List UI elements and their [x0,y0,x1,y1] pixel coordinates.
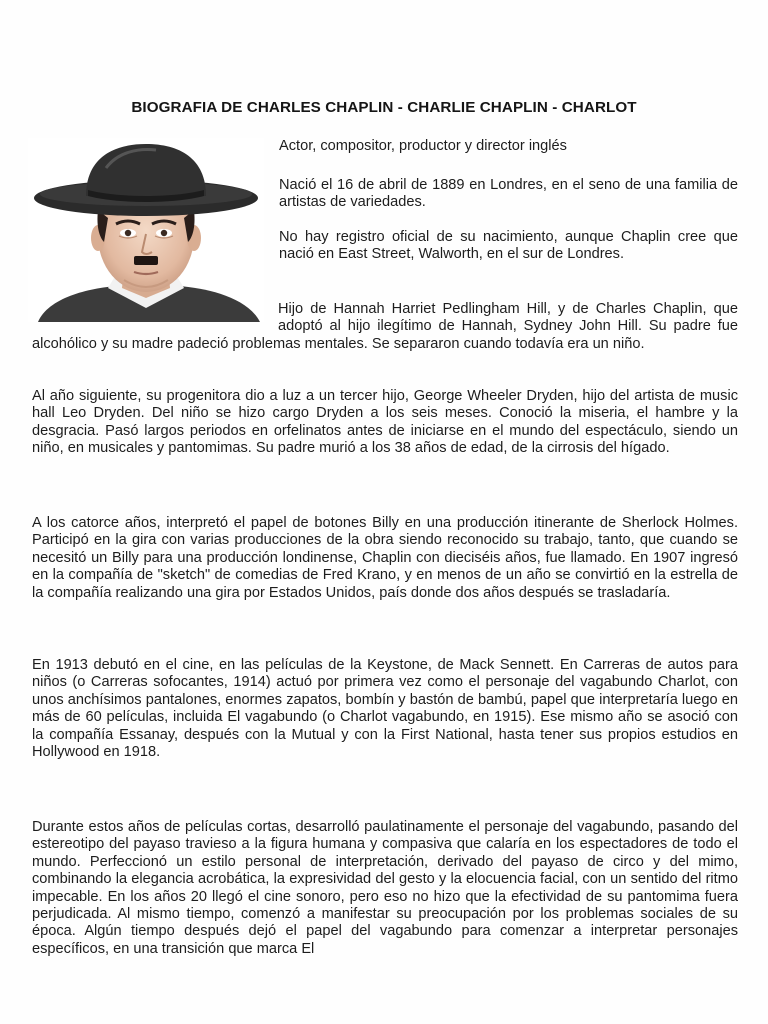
paragraph-short-films: Durante estos años de películas cortas, desarrolló paulatinamente el personaje del vagabundo, pasando del estereotipo del payaso travieso a la figura humana y compasiva que calaría en los espectadores de todo el mundo. Perfeccionó un estilo personal de interpretación, derivado del payaso de circo y del mimo, combinando la elegancia acrobática, la expresividad del gesto y la elocuencia facial, con un sentido del ritmo impecable. En los años 20 llegó el cine sonoro, pero eso no hizo que la efectividad de su pantomima fuera perjudicada. Al mismo tiempo, comenzó a manifestar su preocupación por los problemas sociales de su época. Algún tiempo después dejó el papel del vagabundo para comenzar a interpretar personajes específicos, en una transición que marca El [32,819,738,957]
paragraph-birth: Nació el 16 de abril de 1889 en Londres, en el seno de una familia de artistas de variedades. [279,177,738,211]
paragraph-childhood: Al año siguiente, su progenitora dio a luz a un tercer hijo, George Wheeler Dryden, hijo del artista de music hall Leo Dryden. Del niño se hizo cargo Dryden a los seis meses. Conoció la miseria, el hambre y la desgracia. Pasó largos periodos en orfelinatos antes de iniciarse en el mundo del espectáculo, siendo un niño, en musicales y pantomimas. Su padre murió a los 38 años de edad, de la cirrosis del hígado. [32,388,738,457]
paragraph-cinema-debut: En 1913 debutó en el cine, en las películas de la Keystone, de Mack Sennett. En Carreras de autos para niños (o Carreras sofocantes, 1914) actuó por primera vez como el personaje del vagabundo Charlot, con unos anchísimos pantalones, enormes zapatos, bombín y bastón de bambú, papel que interpretaría luego en más de 60 películas, incluida El vagabundo (o Charlot vagabundo, en 1915). Ese mismo año se asoció con la compañía Essanay, después con la Mutual y con la First National, hasta tener sus propios estudios en Hollywood en 1918. [32,657,738,761]
charlie-chaplin-portrait-icon [28,138,264,322]
paragraph-parents: Hijo de Hannah Harriet Pedlingham Hill, y de Charles Chaplin, que adoptó al hijo ilegítimo de Hannah, Sydney John Hill. Su padre fue alcohólico y su madre padeció problemas mentales. Se separaron cuando todavía era un niño. [32,301,738,352]
document-title: BIOGRAFIA DE CHARLES CHAPLIN - CHARLIE CHAPLIN - CHARLOT [131,99,637,116]
paragraph-early-career: A los catorce años, interpretó el papel de botones Billy en una producción itinerante de Sherlock Holmes. Participó en la gira con varias producciones de la obra siendo reconocido su trabajo, tanto, que cuando se necesitó un Billy para una producción londinense, Chaplin con dieciséis años, fue llamado. En 1907 ingresó en la compañía de "sketch" de comedias de Fred Krano, y en menos de un año se convirtió en la estrella de la compañía realizando una gira por Estados Unidos, país donde dos años después se trasladaría. [32,515,738,601]
paragraph-intro: Actor, compositor, productor y director inglés [279,138,567,154]
paragraph-registry: No hay registro oficial de su nacimiento, aunque Chaplin cree que nació en East Street, Walworth, en el sur de Londres. [279,229,738,263]
